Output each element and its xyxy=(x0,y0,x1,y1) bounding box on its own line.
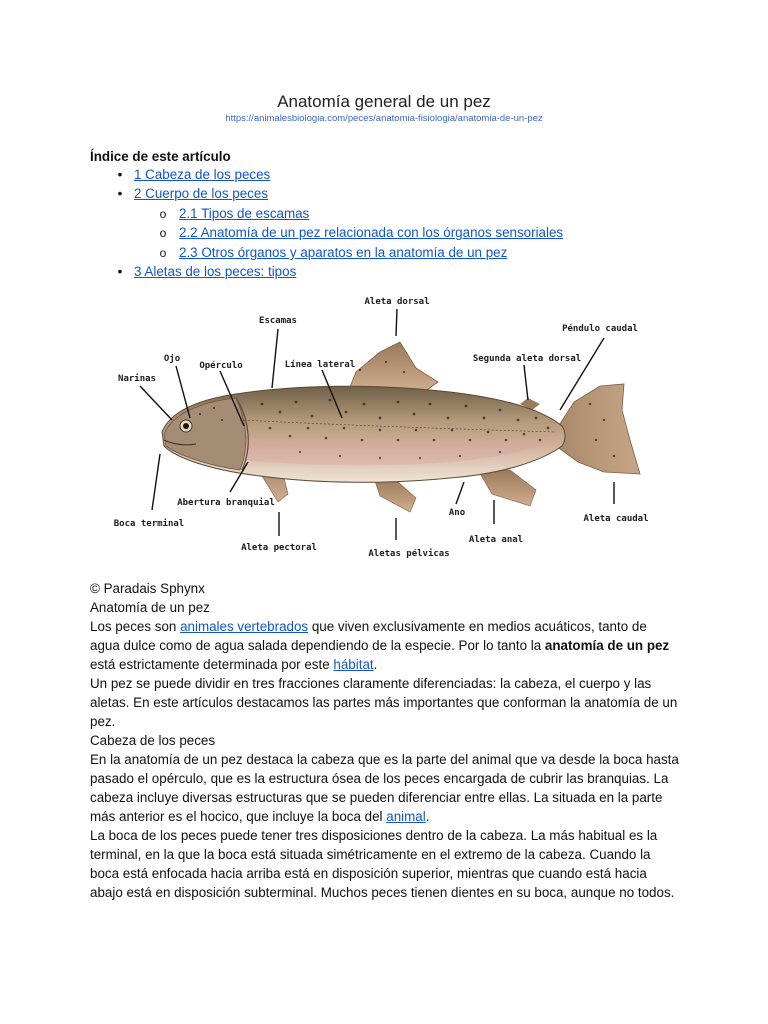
toc-link[interactable]: 2.1 Tipos de escamas xyxy=(179,206,310,221)
image-caption: Anatomía de un pez xyxy=(90,600,210,615)
label-operculo: Opérculo xyxy=(199,361,243,371)
toc-heading: Índice de este artículo xyxy=(90,149,231,164)
bullet-icon: • xyxy=(117,167,123,182)
paragraph-cabeza: En la anatomía de un pez destaca la cabeza que es la parte del animal que va desde la boca hasta pasado el opérculo, que es la estructura ósea de los peces encargada de cubrir las branquias. La cabeza incluye diversas estructuras que se pueden diferenciar entre ellas. La situada en la parte más anterior es el hocico, que incluye la boca del animal. xyxy=(90,752,679,824)
label-aleta-dorsal: Aleta dorsal xyxy=(364,297,430,307)
label-linea-lateral: Línea lateral xyxy=(284,360,356,370)
label-abertura-branquial: Abertura branquial xyxy=(177,498,275,508)
label-boca-terminal: Boca terminal xyxy=(113,519,185,529)
toc-link[interactable]: 3 Aletas de los peces: tipos xyxy=(134,264,297,279)
toc-link[interactable]: 2.2 Anatomía de un pez relacionada con los órganos sensoriales xyxy=(179,225,564,240)
circle-bullet-icon: o xyxy=(159,246,167,260)
toc-link[interactable]: 2.3 Otros órganos y aparatos en la anatomía de un pez xyxy=(179,245,508,260)
operculum xyxy=(164,398,246,470)
section-heading-cabeza: Cabeza de los peces xyxy=(90,733,216,748)
fish-anatomy-figure xyxy=(108,288,660,568)
circle-bullet-icon: o xyxy=(159,207,167,221)
toc-item-organos-sensoriales[interactable] xyxy=(159,224,564,242)
paragraph-boca: La boca de los peces puede tener tres disposiciones dentro de la cabeza. La más habitual es la terminal, en la que la boca está situada simétricamente en el extremo de la cabeza. Cuando la boca está enfocada hacia arriba está en disposición superior, mientras que cuando está hacia abajo está en disposición subterminal. Muchos peces tienen dientes en su boca, aunque no todos. xyxy=(90,828,675,900)
image-credit: © Paradais Sphynx xyxy=(90,581,205,596)
link-habitat[interactable]: hábitat xyxy=(333,657,374,672)
label-aleta-pectoral: Aleta pectoral xyxy=(241,543,317,553)
circle-bullet-icon: o xyxy=(159,226,167,240)
pelvic-fin xyxy=(374,478,416,512)
label-escamas: Escamas xyxy=(259,316,297,326)
label-aleta-anal: Aleta anal xyxy=(468,535,524,545)
toc-item-escamas[interactable] xyxy=(159,205,310,223)
bullet-icon: • xyxy=(117,264,123,279)
label-aleta-caudal: Aleta caudal xyxy=(583,514,649,524)
caudal-fin xyxy=(556,384,640,474)
dorsal-fin xyxy=(348,342,438,392)
link-animal[interactable]: animal xyxy=(386,809,426,824)
toc-link[interactable]: 1 Cabeza de los peces xyxy=(134,167,271,182)
paragraph-fracciones: Un pez se puede dividir en tres fracciones claramente diferenciadas: la cabeza, el cuerpo y las aletas. En este artículos destacamos las partes más importantes que conforman la anatomía de un pez. xyxy=(90,676,678,729)
label-aletas-pelvicas: Aletas pélvicas xyxy=(368,549,450,559)
paragraph-intro: Los peces son animales vertebrados que viven exclusivamente en medios acuáticos, tanto de agua dulce como de agua salada dependiendo de la especie. Por lo tanto la anatomía de un pez está estrictamente determinada por este hábitat. xyxy=(90,619,670,672)
toc-item-cabeza[interactable] xyxy=(117,166,271,184)
toc-item-aletas[interactable] xyxy=(117,263,297,281)
toc-item-cuerpo[interactable] xyxy=(117,185,268,203)
label-segunda-aleta-dorsal: Segunda aleta dorsal xyxy=(472,354,582,364)
label-pendulo-caudal: Péndulo caudal xyxy=(562,324,638,334)
link-animales-vertebrados[interactable]: animales vertebrados xyxy=(180,619,309,634)
anal-fin xyxy=(478,470,536,506)
page-title: Anatomía general de un pez xyxy=(277,92,491,111)
bullet-icon: • xyxy=(117,186,123,201)
article-body xyxy=(90,579,680,902)
source-url[interactable]: https://animalesbiologia.com/peces/anatomia-fisiologia/anatomia-de-un-pez xyxy=(225,113,543,124)
label-ano: Ano xyxy=(448,508,466,518)
label-ojo: Ojo xyxy=(163,354,181,364)
label-narinas: Narinas xyxy=(118,374,156,384)
toc-link[interactable]: 2 Cuerpo de los peces xyxy=(134,186,268,201)
toc-item-otros-organos[interactable] xyxy=(159,244,508,262)
